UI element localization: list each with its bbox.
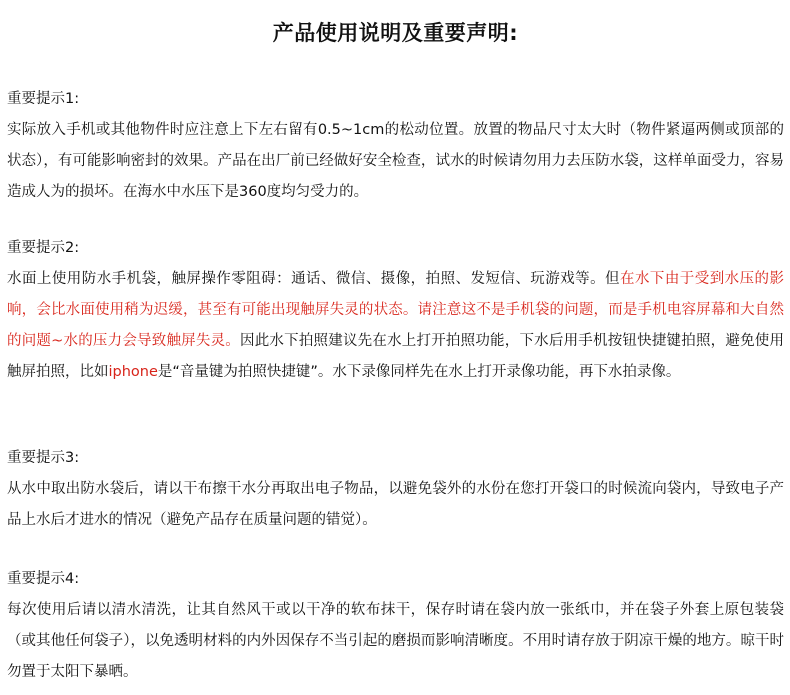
notice-text: 是“音量键为拍照快捷键”。水下录像同样先在水上打开录像功能，再下水拍录像。 bbox=[157, 364, 681, 380]
page-title: 产品使用说明及重要声明: bbox=[272, 21, 519, 45]
notice-section-4 bbox=[7, 569, 784, 688]
notice-text: 因此水下拍照建议先在水上打开拍照功能，下水后用手机按钮快捷键拍照，避免使用触屏拍照，比如 bbox=[7, 333, 785, 380]
notice-text: 水面上使用防水手机袋，触屏操作零阻碍：通话、微信、摄像，拍照、发短信、玩游戏等。但 bbox=[7, 271, 620, 287]
notice-body-3 bbox=[7, 474, 784, 536]
notice-heading-1: 重要提示1: bbox=[7, 91, 80, 107]
notice-section-2 bbox=[7, 238, 784, 388]
notice-heading-3: 重要提示3: bbox=[7, 450, 80, 466]
notice-brand-text: iphone bbox=[108, 364, 158, 380]
notice-text: 实际放入手机或其他物件时应注意上下左右留有0.5~1cm的松动位置。放置的物品尺寸太大时（物件紧逼两侧或顶部的状态），有可能影响密封的效果。产品在出厂前已经做好安全检查，试水的时候请勿用力去压防水袋，这样单面受力，容易造成人为的损坏。在海水中水压下是360度均匀受力的。 bbox=[7, 122, 784, 200]
notice-body-4 bbox=[7, 595, 784, 688]
notice-text: 每次使用后请以清水清洗，让其自然风干或以干净的软布抹干，保存时请在袋内放一张纸巾，并在袋子外套上原包装袋（或其他任何袋子），以免透明材料的内外因保存不当引起的磨损而影响清晰度。不用时请存放于阴凉干燥的地方。晾干时勿置于太阳下暴晒。 bbox=[7, 602, 784, 680]
notice-heading-2: 重要提示2: bbox=[7, 240, 80, 256]
notice-text: 从水中取出防水袋后，请以干布擦干水分再取出电子物品，以避免袋外的水份在您打开袋口的时候流向袋内，导致电子产品上水后才进水的情况（避免产品存在质量问题的错觉）。 bbox=[7, 481, 784, 528]
notice-section-3 bbox=[7, 448, 784, 536]
notice-warning-text: 在水下由于受到水压的影响，会比水面使用稍为迟缓，甚至有可能出现触屏失灵的状态。请注意这不是手机袋的问题，而是手机电容屏幕和大自然的问题~水的压力会导致触屏失灵。 bbox=[7, 271, 785, 349]
notice-body-1 bbox=[7, 115, 784, 208]
notice-body-2 bbox=[7, 264, 784, 388]
notice-section-1 bbox=[7, 89, 784, 208]
notice-heading-4: 重要提示4: bbox=[7, 571, 80, 587]
